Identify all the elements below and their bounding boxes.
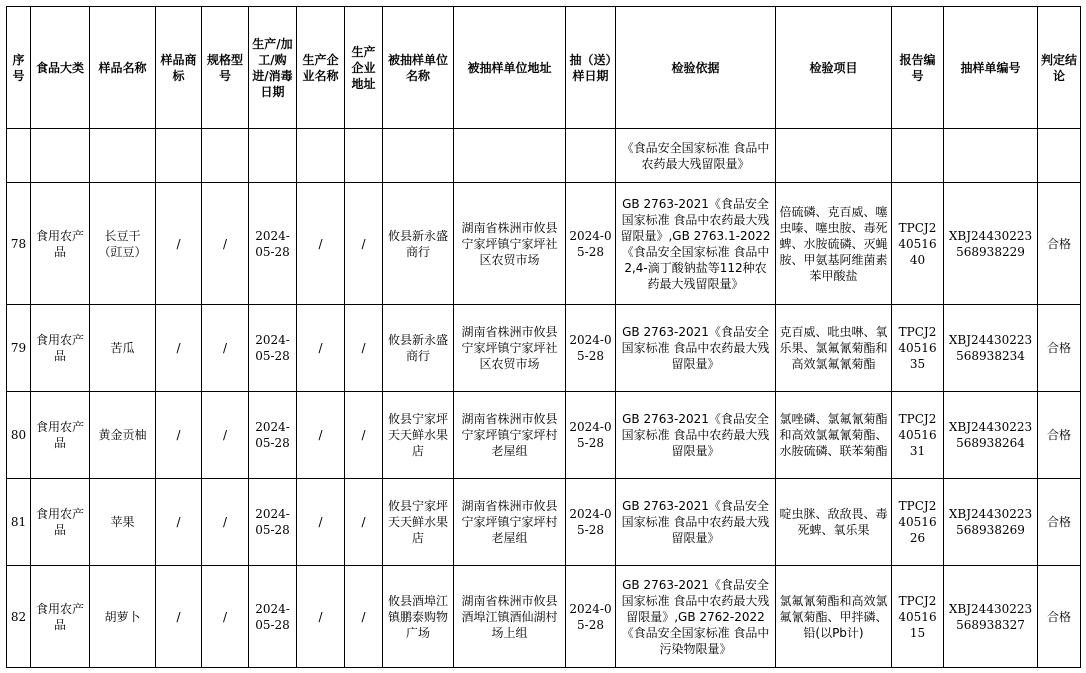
cell-report-no: TPCJ24051635	[892, 305, 944, 392]
cell-items: 氯氟氰菊酯和高效氯氟氰菊酯、甲拌磷、铅(以Pb计)	[776, 566, 892, 668]
cell-result: 合格	[1038, 305, 1081, 392]
inspection-results-table	[6, 6, 1081, 668]
header-sheet-no: 抽样单编号	[944, 7, 1038, 129]
cell-spec: /	[202, 566, 249, 668]
cell-maker-address: /	[345, 305, 383, 392]
cell-result: 合格	[1038, 183, 1081, 305]
table-row	[7, 479, 1081, 566]
cell-report-no: TPCJ24051626	[892, 479, 944, 566]
header-brand: 样品商标	[156, 7, 202, 129]
cell-sheet-no: XBJ24430223568938264	[944, 392, 1038, 479]
cell-no: 79	[7, 305, 31, 392]
cell-sampling-date: 2024-05-28	[566, 479, 616, 566]
cell-brand: /	[156, 566, 202, 668]
cell-result: 合格	[1038, 479, 1081, 566]
cell-basis: GB 2763-2021《食品安全国家标准 食品中农药最大残留限量》	[616, 479, 776, 566]
header-sample-name: 样品名称	[90, 7, 156, 129]
cell-sampled-unit: 攸县宁家坪天天鲜水果店	[383, 392, 454, 479]
cell-spec: /	[202, 479, 249, 566]
cell-no: 80	[7, 392, 31, 479]
cell-category: 食用农产品	[31, 566, 90, 668]
cell-production-date: 2024-05-28	[249, 183, 297, 305]
header-sampling-date: 抽（送）样日期	[566, 7, 616, 129]
cell-brand: /	[156, 392, 202, 479]
cell-sample-name: 苦瓜	[90, 305, 156, 392]
cell-sample-name: 苹果	[90, 479, 156, 566]
cell-brand: /	[156, 305, 202, 392]
cell-no: 78	[7, 183, 31, 305]
cell-sampling-date: 2024-05-28	[566, 392, 616, 479]
cell-items: 克百威、吡虫啉、氧乐果、氯氟氰菊酯和高效氯氟氰菊酯	[776, 305, 892, 392]
cell-production-date: 2024-05-28	[249, 479, 297, 566]
cell-category: 食用农产品	[31, 305, 90, 392]
cell-sheet-no: XBJ24430223568938234	[944, 305, 1038, 392]
header-sampled-unit-address: 被抽样单位地址	[454, 7, 566, 129]
header-production-date: 生产/加工/购进/消毒日期	[249, 7, 297, 129]
header-report-no: 报告编号	[892, 7, 944, 129]
cell-maker-name: /	[297, 479, 345, 566]
cell-maker-name: /	[297, 566, 345, 668]
cell-sampled-unit: 攸县新永盛商行	[383, 305, 454, 392]
cell-production-date: 2024-05-28	[249, 305, 297, 392]
header-no: 序号	[7, 7, 31, 129]
cell-report-no: TPCJ24051631	[892, 392, 944, 479]
cell-items: 啶虫脒、敌敌畏、毒死蜱、氧乐果	[776, 479, 892, 566]
header-maker-name: 生产企业名称	[297, 7, 345, 129]
cell-report-no: TPCJ24051615	[892, 566, 944, 668]
cell-sample-name: 长豆干（豇豆）	[90, 183, 156, 305]
header-result: 判定结论	[1038, 7, 1081, 129]
cell-sampling-date: 2024-05-28	[566, 566, 616, 668]
table-row	[7, 305, 1081, 392]
cell-category: 食用农产品	[31, 392, 90, 479]
cell-sheet-no: XBJ24430223568938327	[944, 566, 1038, 668]
continuation-row	[7, 129, 1081, 183]
cell-no: 81	[7, 479, 31, 566]
cell-basis: GB 2763-2021《食品安全国家标准 食品中农药最大残留限量》,GB 2762-2022《食品安全国家标准 食品中污染物限量》	[616, 566, 776, 668]
header-basis: 检验依据	[616, 7, 776, 129]
header-row	[7, 7, 1081, 129]
header-category: 食品大类	[31, 7, 90, 129]
cell-result: 合格	[1038, 566, 1081, 668]
header-items: 检验项目	[776, 7, 892, 129]
header-sampled-unit: 被抽样单位名称	[383, 7, 454, 129]
cell-category: 食用农产品	[31, 479, 90, 566]
cell-sampling-date: 2024-05-28	[566, 305, 616, 392]
cell-items: 氯唑磷、氯氟氰菊酯和高效氯氟氰菊酯、水胺硫磷、联苯菊酯	[776, 392, 892, 479]
cell-sampled-unit-address: 湖南省株洲市攸县宁家坪镇宁家坪社区农贸市场	[454, 183, 566, 305]
cell-sampled-unit: 攸县新永盛商行	[383, 183, 454, 305]
cell-sheet-no: XBJ24430223568938229	[944, 183, 1038, 305]
continuation-basis: 《食品安全国家标准 食品中农药最大残留限量》	[616, 129, 776, 183]
header-maker-address: 生产企业地址	[345, 7, 383, 129]
table-row	[7, 566, 1081, 668]
cell-maker-address: /	[345, 183, 383, 305]
cell-items: 倍硫磷、克百威、噻虫嗪、噻虫胺、毒死蜱、水胺硫磷、灭蝇胺、甲氨基阿维菌素苯甲酸盐	[776, 183, 892, 305]
cell-sampled-unit-address: 湖南省株洲市攸县宁家坪镇宁家坪村老屋组	[454, 479, 566, 566]
cell-category: 食用农产品	[31, 183, 90, 305]
cell-no: 82	[7, 566, 31, 668]
cell-spec: /	[202, 392, 249, 479]
cell-sampled-unit-address: 湖南省株洲市攸县宁家坪镇宁家坪社区农贸市场	[454, 305, 566, 392]
cell-sample-name: 黄金贡柚	[90, 392, 156, 479]
cell-basis: GB 2763-2021《食品安全国家标准 食品中农药最大残留限量》,GB 2763.1-2022《食品安全国家标准 食品中2,4-滴丁酸钠盐等112种农药最大残留限量》	[616, 183, 776, 305]
table-row	[7, 183, 1081, 305]
cell-spec: /	[202, 305, 249, 392]
cell-sample-name: 胡萝卜	[90, 566, 156, 668]
cell-production-date: 2024-05-28	[249, 566, 297, 668]
cell-basis: GB 2763-2021《食品安全国家标准 食品中农药最大残留限量》	[616, 305, 776, 392]
cell-production-date: 2024-05-28	[249, 392, 297, 479]
cell-basis: GB 2763-2021《食品安全国家标准 食品中农药最大残留限量》	[616, 392, 776, 479]
table-row	[7, 392, 1081, 479]
cell-sampled-unit: 攸县酒埠江镇鹏泰购物广场	[383, 566, 454, 668]
cell-brand: /	[156, 183, 202, 305]
cell-brand: /	[156, 479, 202, 566]
cell-maker-address: /	[345, 479, 383, 566]
cell-sampled-unit: 攸县宁家坪天天鲜水果店	[383, 479, 454, 566]
cell-sampled-unit-address: 湖南省株洲市攸县酒埠江镇酒仙湖村场上组	[454, 566, 566, 668]
cell-sampling-date: 2024-05-28	[566, 183, 616, 305]
cell-result: 合格	[1038, 392, 1081, 479]
cell-maker-address: /	[345, 392, 383, 479]
cell-maker-name: /	[297, 183, 345, 305]
header-spec: 规格型号	[202, 7, 249, 129]
cell-maker-name: /	[297, 392, 345, 479]
cell-maker-address: /	[345, 566, 383, 668]
cell-maker-name: /	[297, 305, 345, 392]
cell-sampled-unit-address: 湖南省株洲市攸县宁家坪镇宁家坪村老屋组	[454, 392, 566, 479]
cell-spec: /	[202, 183, 249, 305]
cell-sheet-no: XBJ24430223568938269	[944, 479, 1038, 566]
cell-report-no: TPCJ24051640	[892, 183, 944, 305]
